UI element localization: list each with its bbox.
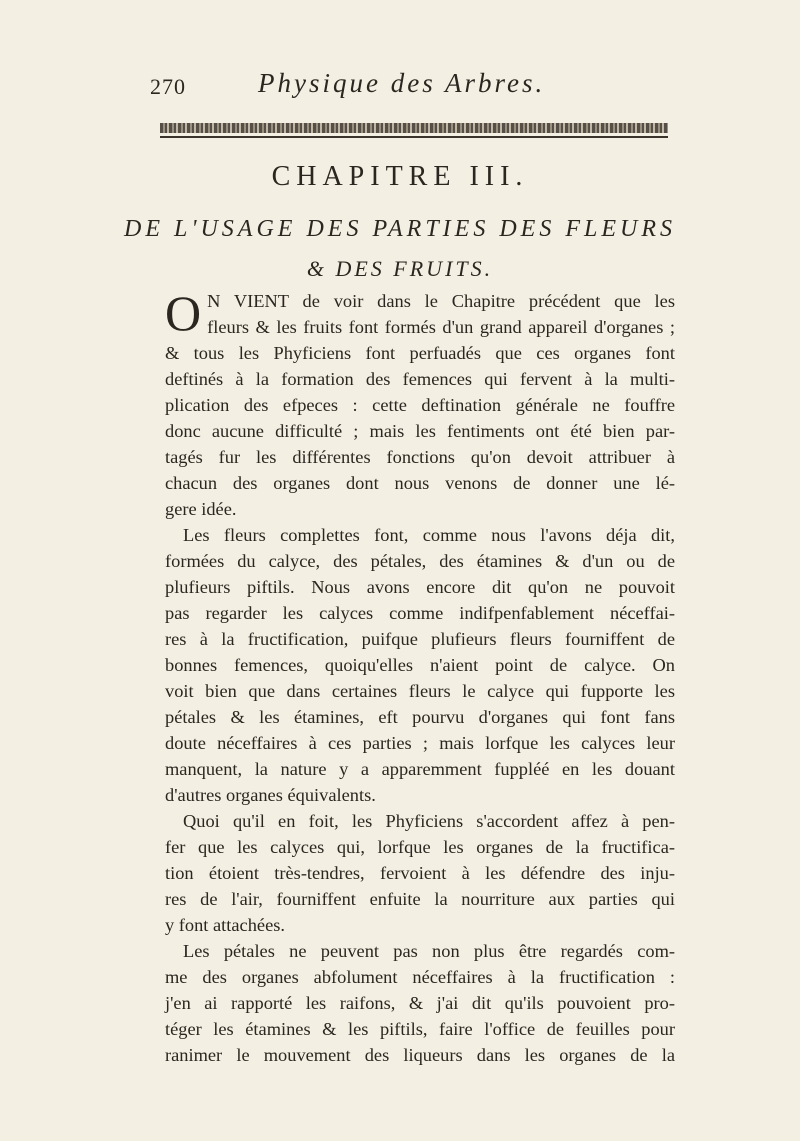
chapter-subtitle-line-1: DE L'USAGE DES PARTIES DES FLEURS xyxy=(124,216,676,242)
running-head xyxy=(150,68,670,108)
text-line: plufieurs piftils. Nous avons encore dit qu'on ne pouvoit xyxy=(165,577,675,597)
text-line: me des organes abfolument néceffaires à la fructification : xyxy=(165,967,675,987)
running-title: Physique des Arbres. xyxy=(258,68,546,98)
text-line: gere idée. xyxy=(165,499,237,519)
text-line: bonnes femences, quoiqu'elles n'aient point de calyce. On xyxy=(165,655,675,675)
text-line: fer que les calyces qui, lorfque les organes de la fructifica- xyxy=(165,837,675,857)
text-line: pas regarder les calyces comme indifpenfablement néceffai- xyxy=(165,603,675,623)
text-line: plication des efpeces : cette deftination générale ne fouffre xyxy=(165,395,675,415)
text-line: formées du calyce, des pétales, des étamines & d'un ou de xyxy=(165,551,675,571)
text-line: manquent, la nature y a apparemment fuppléé en les douant xyxy=(165,759,675,779)
text-line: Les pétales ne peuvent pas non plus être regardés com- xyxy=(183,941,675,961)
text-line: voit bien que dans certaines fleurs le calyce qui fupporte les xyxy=(165,681,675,701)
text-line: tagés fur les différentes fonctions qu'on devoit attribuer à xyxy=(165,447,675,467)
text-line: tion étoient très-tendres, fervoient à les défendre des inju- xyxy=(165,863,675,883)
chapter-subtitle-line-2: & DES FRUITS. xyxy=(306,256,494,281)
text-line: fleurs & les fruits font formés d'un grand appareil d'organes ; xyxy=(207,317,675,337)
drop-cap: O xyxy=(165,285,202,341)
text-line: N VIENT de voir dans le Chapitre précédent que les xyxy=(207,291,675,311)
text-line: res de l'air, fourniffent enfuite la nourriture aux parties qui xyxy=(165,889,675,909)
text-line: ranimer le mouvement des liqueurs dans les organes de la xyxy=(165,1045,675,1065)
text-line: & tous les Phyficiens font perfuadés que ces organes font xyxy=(165,343,675,363)
text-line: Quoi qu'il en foit, les Phyficiens s'accordent affez à pen- xyxy=(183,811,675,831)
text-line: d'autres organes équivalents. xyxy=(165,785,376,805)
text-line: donc aucune difficulté ; mais les fentiments ont été bien par- xyxy=(165,421,675,441)
text-line: doute néceffaires à ces parties ; mais lorfque les calyces leur xyxy=(165,733,675,753)
text-line: pétales & les étamines, eft pourvu d'organes qui font fans xyxy=(165,707,675,727)
text-line: chacun des organes dont nous venons de donner une lé- xyxy=(165,473,675,493)
text-line: deftinés à la formation des femences qui fervent à la multi- xyxy=(165,369,675,389)
chapter-title: CHAPITRE III. xyxy=(271,161,529,192)
text-line: Les fleurs complettes font, comme nous l'avons déja dit, xyxy=(183,525,675,545)
ornamental-rule xyxy=(160,136,668,138)
body-text xyxy=(165,285,675,1068)
text-line: y font attachées. xyxy=(165,915,285,935)
text-line: res à la fructification, puifque plufieurs fleurs fourniffent de xyxy=(165,629,675,649)
ornamental-band xyxy=(160,123,668,133)
text-line: j'en ai rapporté les raifons, & j'ai dit qu'ils pouvoient pro- xyxy=(165,993,675,1013)
text-line: téger les étamines & les piftils, faire l'office de feuilles pour xyxy=(165,1019,675,1039)
page-number: 270 xyxy=(150,74,186,99)
